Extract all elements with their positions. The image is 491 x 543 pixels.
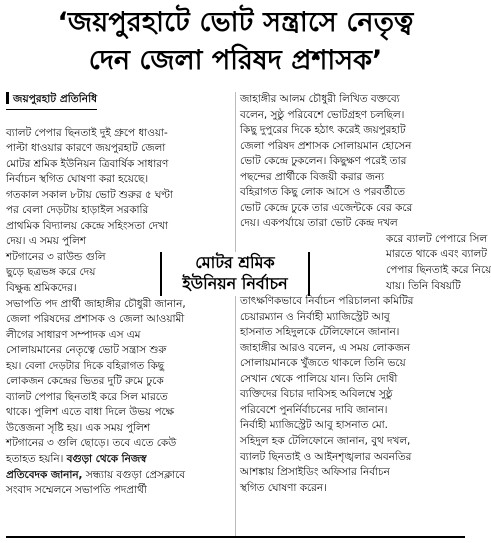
body-line: করে ব্যালট পেপারে সিল bbox=[386, 232, 488, 245]
body-line: পছন্দের প্রার্থীকে বিজয়ী করার জন্য bbox=[240, 170, 385, 183]
body-line: গতকাল সকাল ৮টায় ভোট শুরুর ৫ ঘণ্টা bbox=[6, 188, 173, 201]
body-line: পাল্টা ধাওয়ার কারণে জয়পুরহাট জেলা bbox=[6, 142, 166, 155]
body-line: পেপার ছিনতাই করে নিয়ে bbox=[386, 264, 491, 277]
left-body bbox=[6, 126, 232, 499]
body-line: সোলায়মানের নেতৃত্বে ভোট সন্ত্রাস শুরু bbox=[6, 344, 167, 357]
body-line: হয়। বেলা দেড়টার দিকে বহিরাগত কিছু bbox=[6, 359, 165, 372]
right-column bbox=[240, 92, 491, 496]
body-line: ব্যালট পেপার ছিনতাই দুই গ্রুপে ধাওয়া- bbox=[6, 126, 168, 139]
body-line: আশঙ্কায় প্রিসাইডিং অফিসার নির্বাচন bbox=[240, 466, 390, 479]
subsection-lead: বগুড়া থেকে নিজস্ব bbox=[66, 453, 147, 466]
body-line: শটগানের ৩ রাউন্ড গুলি bbox=[6, 250, 106, 263]
body-line: চেয়ারম্যান ও নির্বাহী ম্যাজিস্ট্রেট আবু bbox=[240, 310, 390, 323]
column-divider bbox=[235, 92, 236, 538]
body-line: তাৎক্ষণিকভাবে নির্বাচন পরিচালনা কমিটির bbox=[240, 295, 414, 308]
body-line-mixed bbox=[6, 468, 232, 484]
body-line: নির্বাহী ম্যাজিস্ট্রেট আবু হাসনাত মো. bbox=[240, 419, 388, 432]
body-line: উত্তেজনা সৃষ্টি হয়। এক সময় পুলিশ bbox=[6, 421, 150, 434]
body-line: নির্বাচন স্থগিত ঘোষণা করা হয়েছে। bbox=[6, 173, 149, 186]
byline-marker bbox=[6, 92, 9, 104]
body-line-mixed bbox=[6, 452, 232, 468]
body-line: জেলা পরিষদের প্রশাসক ও জেলা আওয়ামী bbox=[6, 313, 185, 326]
body-line: শটগানের ৩ গুলি ছোড়ে। তবে এতে কেউ bbox=[6, 437, 177, 450]
boxed-subheading-line-2: ইউনিয়ন নির্বাচন bbox=[182, 274, 288, 293]
body-line: স্থগিত ঘোষণা করেন। bbox=[240, 481, 327, 494]
body-line: মারতে থাকে এবং ব্যালট bbox=[386, 248, 487, 261]
body-line: সেখান থেকে পালিয়ে যান। তিনি দোষী bbox=[240, 372, 398, 385]
body-line: হতাহত হয়নি। bbox=[6, 453, 64, 466]
headline-line-1: ‘জয়পুরহাটে ভোট সন্ত্রাসে নেতৃত্ব bbox=[57, 7, 414, 38]
body-line: লোকজন কেন্দ্রের ভিতর দুটি রুমে ঢুকে bbox=[6, 375, 164, 388]
body-line: ভোট কেন্দ্রে ঢুকে তার এজেন্টকে বের করে bbox=[240, 201, 413, 214]
body-line: দেয়। একপর্যায়ে তারা ভোট কেন্দ্র দখল bbox=[240, 217, 398, 230]
body-line: কিছু দুপুরের দিকে হঠাৎ করেই জয়পুরহাট bbox=[240, 124, 406, 137]
headline bbox=[6, 4, 465, 80]
body-line: যায়। তিনি বিষয়টি bbox=[386, 279, 461, 292]
body-line: সভাপতি পদ প্রার্থী জাহাঙ্গীর চৌধুরী জানান, bbox=[6, 297, 186, 310]
body-line: বহিরাগত কিছু লোক আসে ও পরবর্তীতে bbox=[240, 186, 405, 199]
bottom-rule bbox=[6, 536, 465, 538]
body-line: হাসনাত সহিদুলকে টেলিফোনে জানান। bbox=[240, 326, 400, 339]
body-line: জাহাঙ্গীর আরও বলেন, এ সময় লোকজন bbox=[240, 341, 410, 354]
body-line: সংবাদ সম্মেলনে সভাপতি পদপ্রার্থী bbox=[6, 484, 147, 497]
body-line: ছুড়ে ছত্রভঙ্গ করে দেয় bbox=[6, 266, 96, 279]
body-line: ভোট কেন্দ্রে ঢুকলেন। কিছুক্ষণ পরেই তার bbox=[240, 155, 407, 168]
body-line: বলেন, সুষ্ঠু পরিবেশে ভোটগ্রহণ চলছিল। bbox=[240, 108, 405, 121]
body-line: পরিবেশে পুনর্নির্বাচনের দাবি জানান। bbox=[240, 403, 388, 416]
headline-line-2: দেন জেলা পরিষদ প্রশাসক’ bbox=[88, 45, 383, 76]
body-line: ব্যালট পেপার ছিনতাই করে সিল মারতে bbox=[6, 390, 168, 403]
byline-text: জয়পুরহাট প্রতিনিধি bbox=[13, 93, 98, 105]
body-line: দেয়। এ সময় পুলিশ bbox=[6, 235, 86, 248]
body-line: বিক্ষুব্ধ শ্রমিকদের। bbox=[6, 282, 77, 295]
body-line: মোটর শ্রমিক ইউনিয়ন ত্রিবার্ষিক সাধারণ bbox=[6, 157, 169, 170]
boxed-subheading-line-1: মোটর শ্রমিক bbox=[195, 253, 275, 272]
body-line: ব্যালট ছিনতাই ও আইনশৃঙ্খলার অবনতির bbox=[240, 450, 412, 463]
body-line: সোলায়মানকে খুঁজতে থাকলে তিনি ভয়ে bbox=[240, 357, 406, 370]
body-line: সহিদুল হক টেলিফোনে জানান, বুথ দখল, bbox=[240, 435, 411, 448]
body-line: পর বেলা দেড়টায় হাড়াইল সরকারি bbox=[6, 204, 149, 217]
body-line: জেলা পরিষদ প্রশাসক সোলায়মান হোসেন bbox=[240, 139, 412, 152]
body-line: ব্যক্তিদের বিচার দাবিসহ অবিলম্বে সুষ্ঠু bbox=[240, 388, 393, 401]
subsection-lead-2: প্রতিবেদক জানান, bbox=[6, 468, 83, 481]
byline bbox=[6, 92, 97, 110]
body-line: সন্ধ্যায় বগুড়া প্রেসক্লাবে bbox=[85, 468, 186, 481]
body-line: থাকে। পুলিশ এতে বাধা দিলে উভয় পক্ষে bbox=[6, 406, 175, 419]
body-line: জাহাঙ্গীর আলম চৌধুরী লিখিত বক্তব্যে bbox=[240, 93, 400, 105]
body-line: প্রাথমিক বিদ্যালয় কেন্দ্রে সহিংসতা দেখা bbox=[6, 219, 168, 232]
body-line: লীগের সাধারণ সম্পাদক এস এম bbox=[6, 328, 141, 341]
